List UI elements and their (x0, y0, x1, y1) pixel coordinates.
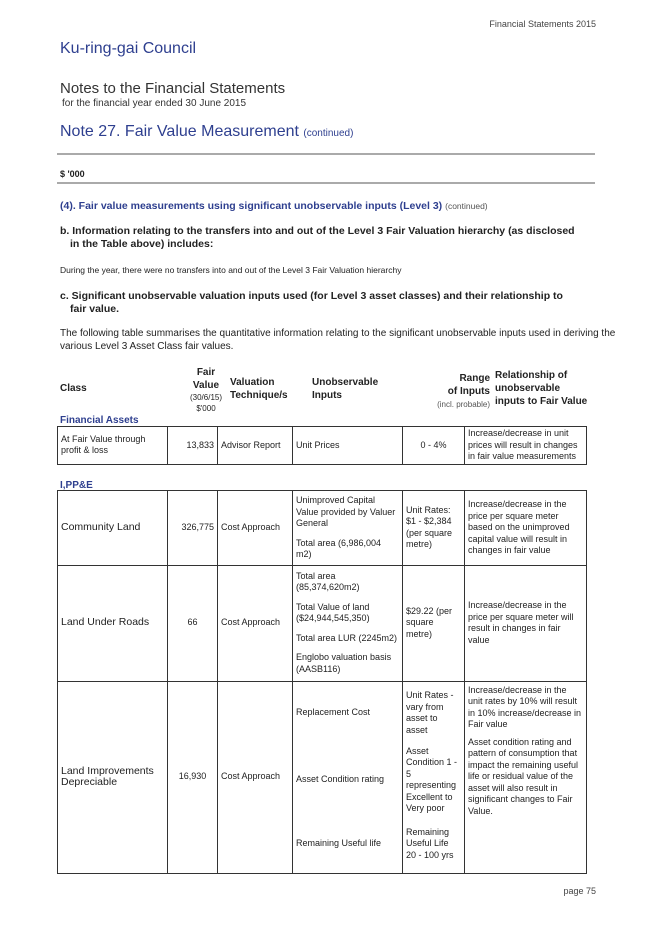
input-line: Total area (6,986,004 m2) (296, 537, 382, 559)
cell-relationship: Increase/decrease in the price per square meter will result in changes in fair value (465, 565, 587, 681)
cell-technique: Cost Approach (218, 565, 293, 681)
section-c-heading-line2: fair value. (70, 303, 120, 315)
header-rel-1: Relationship of (495, 370, 568, 381)
note-title (60, 123, 353, 141)
header-fair-value-unit: $'000 (196, 404, 216, 413)
cell-range: $29.22 (per square metre) (403, 565, 465, 681)
note-title-text: Note 27. Fair Value Measurement (60, 123, 299, 140)
header-class: Class (60, 383, 87, 394)
cell-range: 0 - 4% (403, 427, 465, 465)
header-range-2: of Inputs (447, 386, 490, 397)
cell-relationship (465, 681, 587, 873)
header-range (408, 372, 490, 411)
cell-relationship: Increase/decrease in unit prices will result in changes in fair value measurements (465, 427, 587, 465)
divider (57, 153, 595, 155)
header-fair-value-date: (30/6/15) (189, 393, 223, 402)
document-header-title: Financial Statements 2015 (489, 19, 596, 29)
relationship-line: Asset condition rating and pattern of consumption that impact the remaining useful life or residual value of the asset will also result in significant changes to Fair Value. (468, 736, 579, 816)
cell-range (403, 681, 465, 873)
cell-inputs (293, 681, 403, 873)
header-relationship (495, 369, 605, 408)
section-b-heading-line2: in the Table above) includes: (70, 238, 214, 250)
divider (57, 182, 595, 184)
cell-class: Land Under Roads (58, 565, 168, 681)
page-number: page 75 (563, 886, 596, 896)
cell-class: At Fair Value through profit & loss (58, 427, 168, 465)
ippe-table (57, 490, 587, 874)
table-row (58, 681, 587, 873)
units-label: $ '000 (60, 169, 85, 179)
fiscal-year: for the financial year ended 30 June 2015 (62, 98, 247, 109)
range-line: Asset Condition 1 - 5 representing Excellent to Very poor (406, 745, 458, 813)
header-inputs-1: Unobservable (312, 377, 379, 388)
input-line: Remaining Useful life (296, 838, 382, 849)
header-fair-value-1: Fair (196, 367, 216, 378)
section-c-heading-line1: c. Significant unobservable valuation inputs used (for Level 3 asset classes) and their relationship to (60, 290, 563, 302)
input-line: Total area LUR (2245m2) (296, 632, 398, 643)
cell-fair-value: 66 (168, 565, 218, 681)
section-c-body: The following table summarises the quantitative information relating to the significant unobservable inputs used in deriving the various Level 3 Asset Class fair values. (60, 328, 616, 352)
input-line: Englobo valuation basis (AASB116) (296, 652, 392, 674)
header-technique-2: Technique/s (230, 390, 288, 401)
cell-fair-value: 16,930 (168, 681, 218, 873)
category-ippe: I,PP&E (60, 480, 93, 491)
header-range-1: Range (459, 373, 490, 384)
note-continued: (continued) (303, 128, 354, 139)
section-4-continued: (continued) (445, 201, 488, 211)
header-technique (230, 376, 288, 402)
section-b-body: During the year, there were no transfers into and out of the Level 3 Fair Valuation hierarchy (60, 265, 402, 275)
header-fair-value (176, 366, 236, 414)
range-line: Remaining Useful Life 20 - 100 yrs (406, 826, 454, 860)
category-financial-assets: Financial Assets (60, 415, 139, 426)
header-rel-3: inputs to Fair Value (495, 396, 588, 407)
cell-technique: Cost Approach (218, 491, 293, 566)
notes-title: Notes to the Financial Statements (60, 80, 286, 97)
header-inputs-2: Inputs (312, 390, 342, 401)
header-rel-2: unobservable (495, 383, 561, 394)
section-b-heading (60, 225, 600, 251)
input-line: Total area (85,374,620m2) (296, 570, 360, 593)
input-line: Unimproved Capital Value provided by Valuer General (296, 495, 396, 528)
header-range-sub: (incl. probable) (437, 400, 490, 409)
cell-fair-value: 13,833 (168, 427, 218, 465)
input-line: Total Value of land ($24,944,545,350) (296, 601, 370, 624)
section-c-heading (60, 290, 600, 316)
financial-assets-table (57, 426, 587, 465)
table-row (58, 491, 587, 566)
cell-fair-value: 326,775 (168, 491, 218, 566)
section-4-title: (4). Fair value measurements using significant unobservable inputs (Level 3) (60, 200, 443, 212)
cell-range: Unit Rates: $1 - $2,384 (per square metre) (403, 491, 465, 566)
range-line: Unit Rates - vary from asset to asset (406, 690, 454, 735)
header-fair-value-2: Value (192, 380, 220, 391)
input-line: Replacement Cost (296, 707, 371, 718)
header-technique-1: Valuation (230, 377, 275, 388)
section-b-heading-line1: b. Information relating to the transfers into and out of the Level 3 Fair Valuation hierarchy (as disclosed (60, 225, 575, 237)
cell-class: Community Land (58, 491, 168, 566)
relationship-line: Increase/decrease in the unit rates by 10% will result in 10% increase/decrease in Fair value (468, 684, 582, 729)
cell-inputs (293, 491, 403, 566)
cell-technique: Cost Approach (218, 681, 293, 873)
cell-relationship: Increase/decrease in the price per square meter based on the unimproved capital value will result in changes in fair value (465, 491, 587, 566)
cell-technique: Advisor Report (218, 427, 293, 465)
cell-inputs (293, 565, 403, 681)
section-4-heading (60, 200, 488, 212)
cell-inputs: Unit Prices (293, 427, 403, 465)
table-row (58, 565, 587, 681)
header-inputs (312, 376, 378, 402)
table-row (58, 427, 587, 465)
council-name: Ku-ring-gai Council (60, 40, 197, 57)
cell-class: Land Improvements Depreciable (58, 681, 168, 873)
input-line: Asset Condition rating (296, 774, 385, 785)
